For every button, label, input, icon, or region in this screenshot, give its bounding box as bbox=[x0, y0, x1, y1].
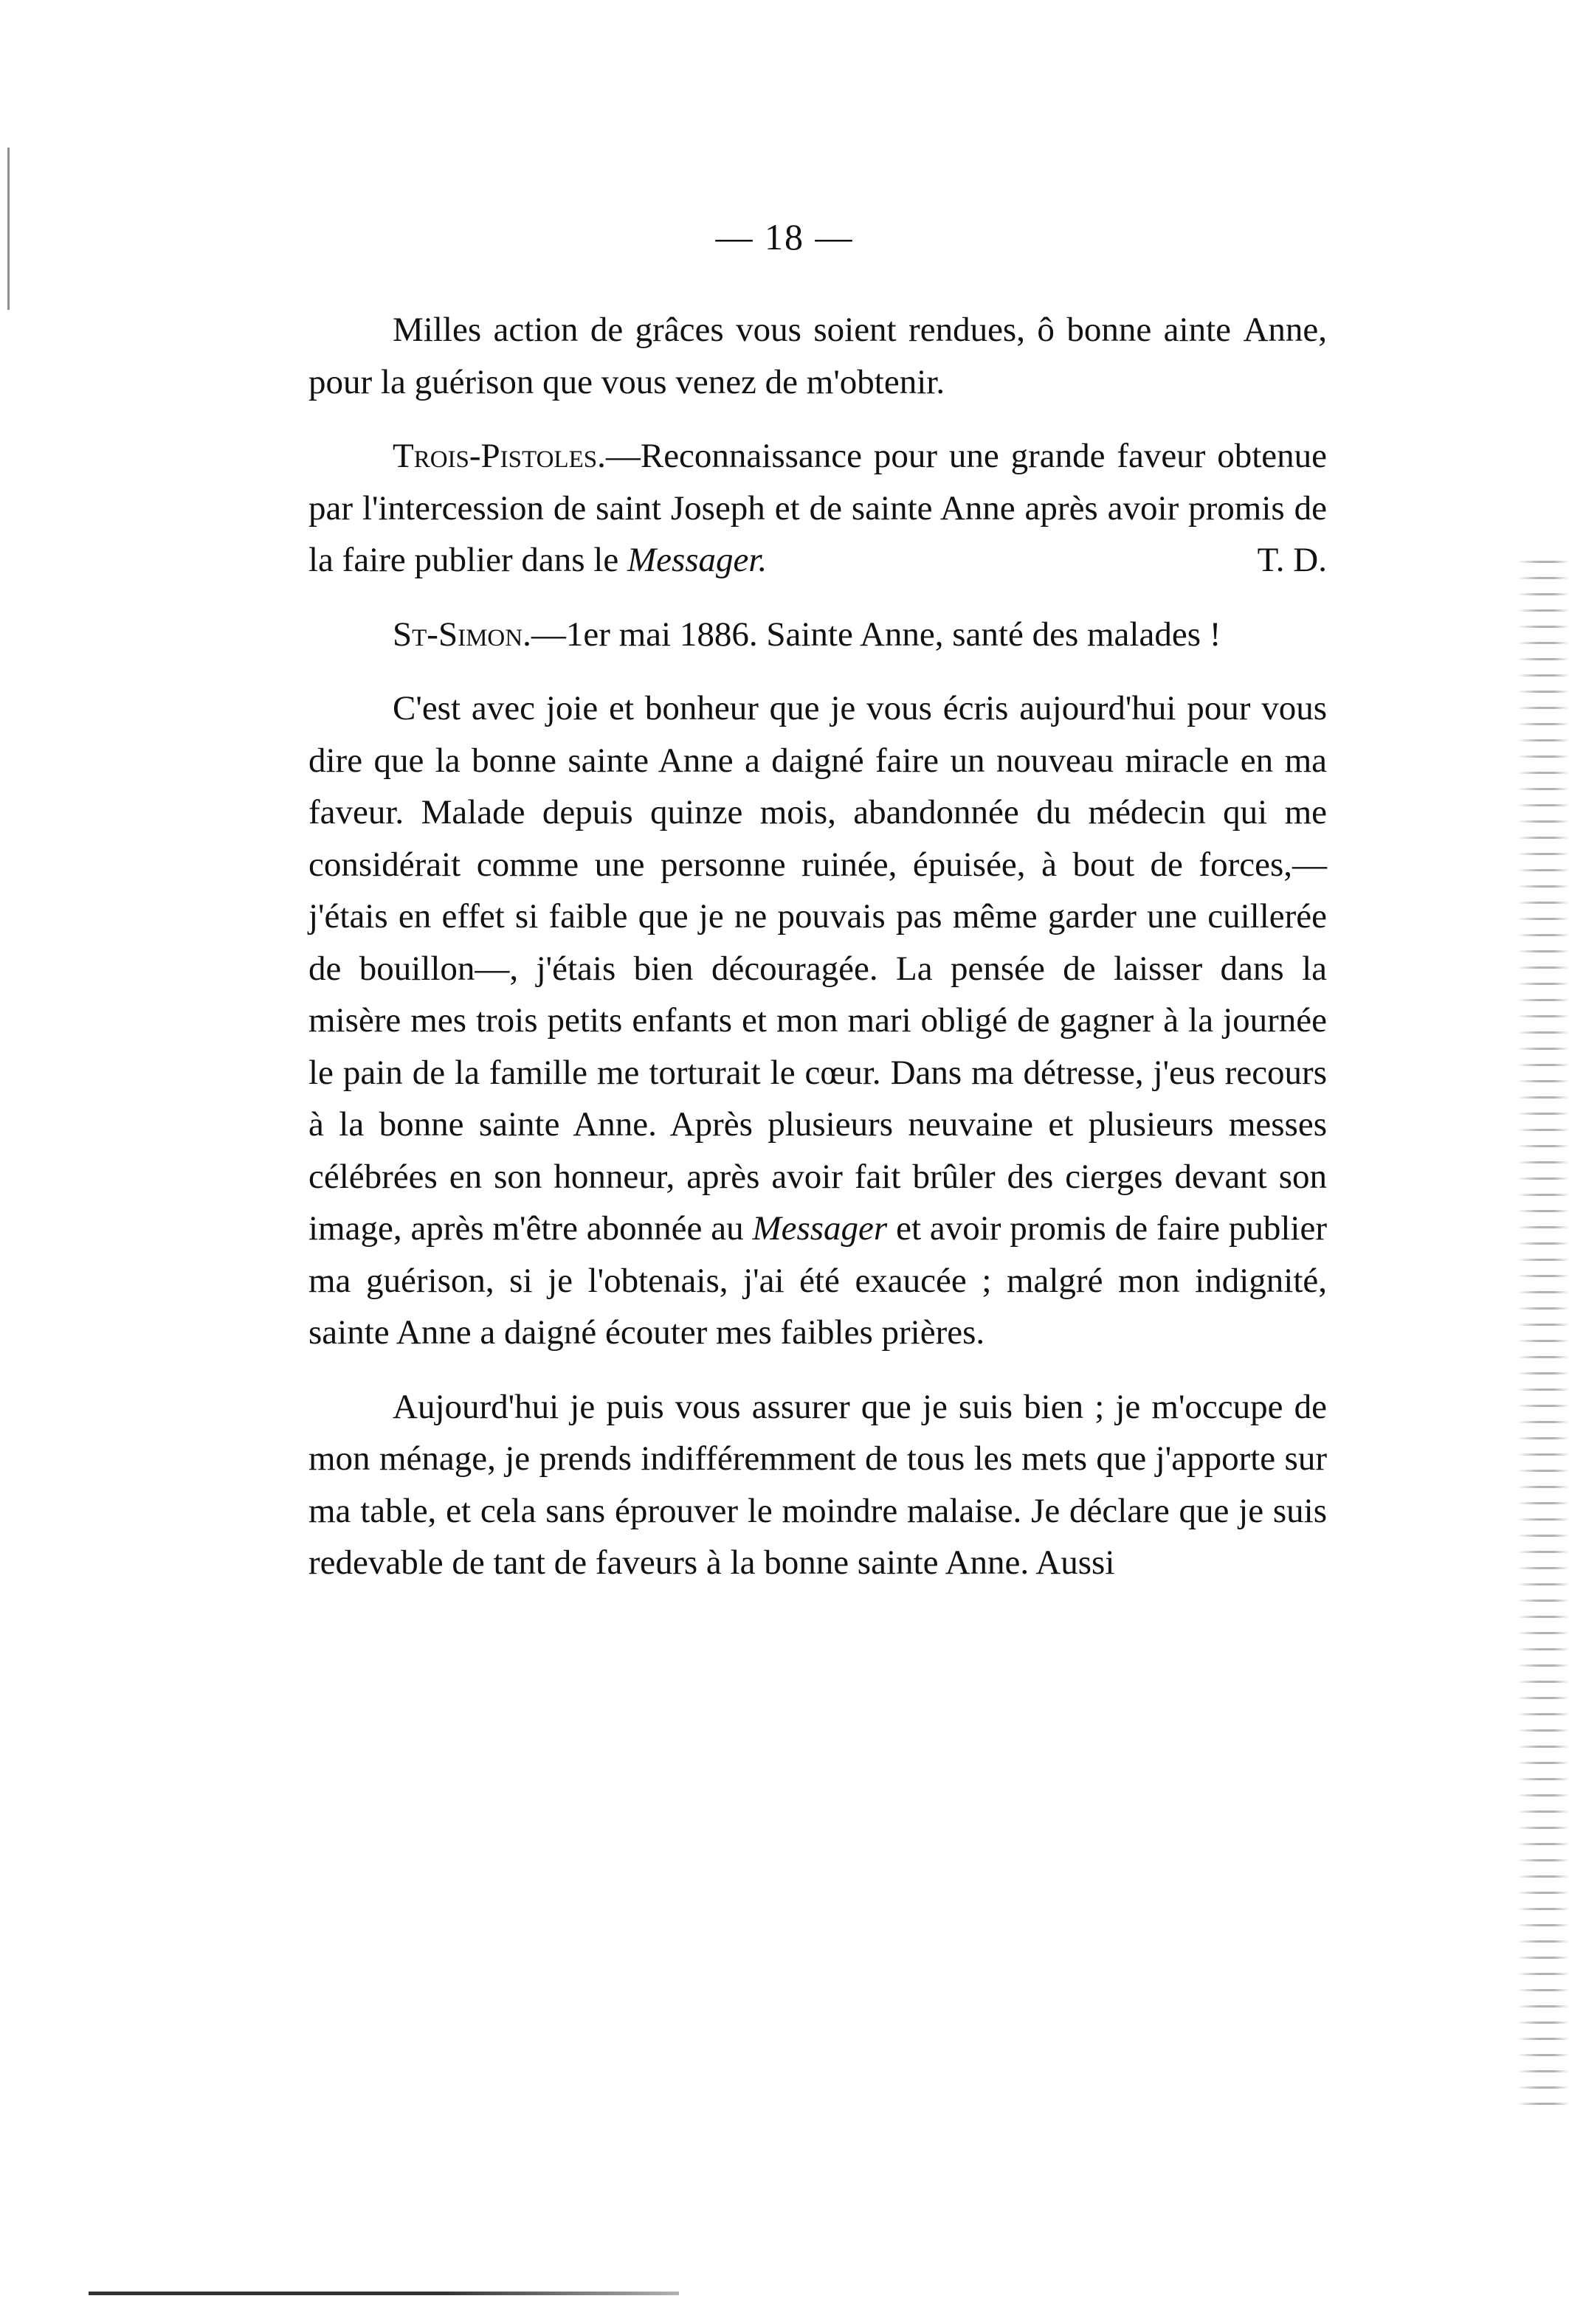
journal-title: Messager. bbox=[627, 541, 768, 579]
journal-title: Messager bbox=[752, 1209, 888, 1248]
place-name: St-Simon. bbox=[393, 615, 531, 654]
paragraph-thanks: Milles action de grâces vous soient rendues, ô bonne aintе Anne, pour la guérison que vous venez de m'obtenir. bbox=[308, 311, 1327, 401]
paragraph-text: C'est avec joie et bonheur que je vous écris aujourd'hui pour vous dire que la bonne sainte Anne a daigné faire un nouveau miracle en ma faveur. Malade depuis quinze mois, abandonnée du médecin qui me considérait comme une personne ruinée, épuisée, à bout de forces,—j'étais en effet si faible que je ne pouvais pas même garder une cuillerée de bouillon—, j'étais bien découragée. La pensée de laisser dans la misère mes trois petits enfants et mon mari obligé de gagner à la journée le pain de la famille me torturait le cœur. Dans ma détresse, j'eus recours à la bonne sainte Anne. Après plusieurs neuvaine et plusieurs messes célébrées en son honneur, après avoir fait brûler des cierges devant son image, après m'être abonnée au bbox=[308, 689, 1327, 1248]
paragraph-today: Aujourd'hui je puis vous assurer que je suis bien ; je m'occupe de mon ménage, je prends indifféremment de tous les mets que j'apporte sur ma table, et cela sans éprouver le moindre malaise. Je déclare que je suis redevable de tant de faveurs à la bonne sainte Anne. Aussi bbox=[308, 1387, 1327, 1582]
paragraph-testimony bbox=[308, 682, 1327, 1359]
paragraph-text: —1er mai 1886. Sainte Anne, santé des malades ! bbox=[531, 615, 1221, 654]
paragraph-trois-pistoles bbox=[308, 430, 1327, 587]
paragraph-text: et avoir promis de faire publier ma guérison, si je l'obtenais, j'ai été exaucée ; malgré mon indignité, sainte Anne a daigné écouter mes faibles prières. bbox=[308, 1209, 1328, 1352]
paragraph-st-simon bbox=[308, 609, 1327, 661]
place-name: Trois-Pistoles. bbox=[393, 437, 606, 475]
scan-bottom-rule bbox=[89, 2292, 679, 2295]
scan-edge-mark-right bbox=[1517, 561, 1569, 2110]
page-number: — 18 — bbox=[715, 216, 854, 257]
body-text bbox=[308, 304, 1327, 1589]
paragraph-text: —Reconnaissance pour une grande faveur obtenue par l'intercession de saint Joseph et de sainte Anne après avoir promis de la faire publier dans le bbox=[308, 437, 1327, 579]
signature: T. D. bbox=[1257, 541, 1327, 579]
